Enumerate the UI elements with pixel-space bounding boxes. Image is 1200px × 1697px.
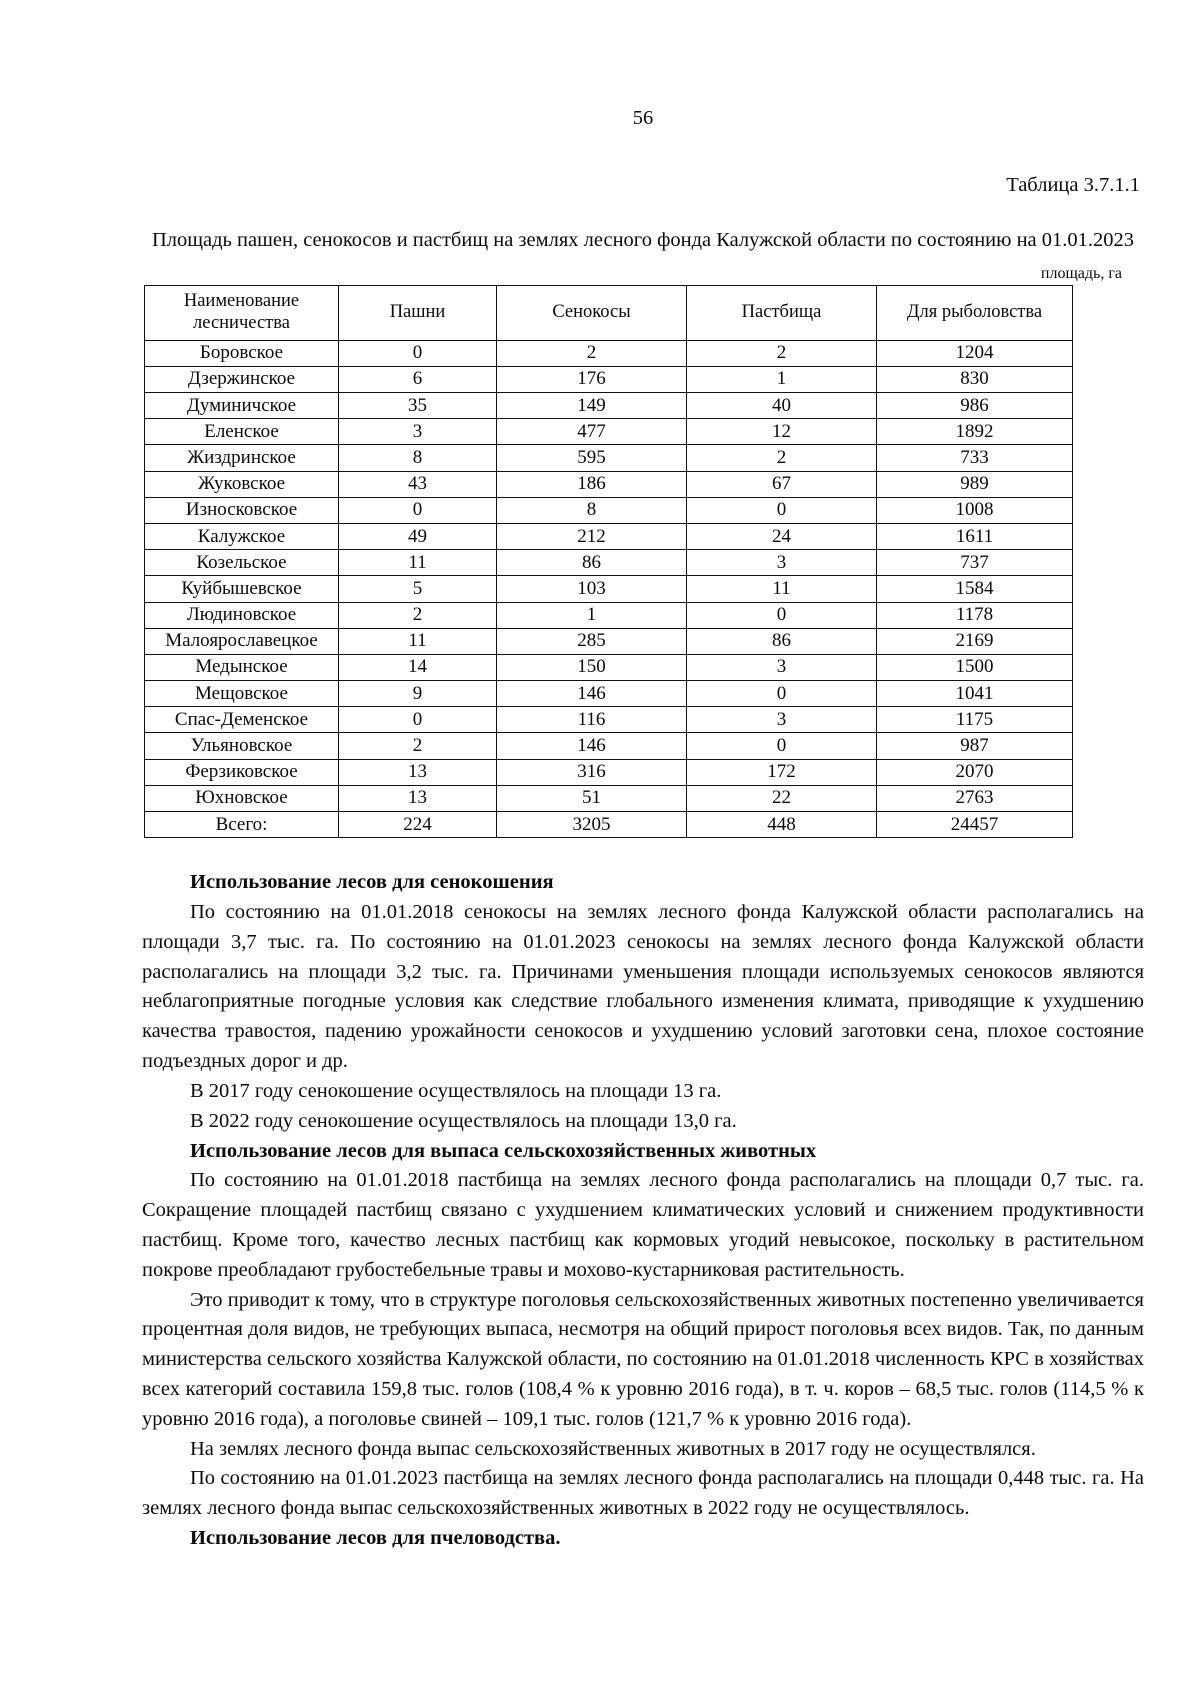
cell-fishing: 987 [877,733,1073,759]
cell-fishing: 986 [877,393,1073,419]
cell-arable: 9 [339,681,497,707]
cell-hayfields: 186 [497,471,687,497]
cell-name: Износковское [145,497,339,523]
table-number-label: Таблица 3.7.1.1 [1006,173,1140,196]
table-row [145,654,1073,680]
cell-name: Ферзиковское [145,759,339,785]
cell-hayfields: 1 [497,602,687,628]
cell-pastures: 11 [687,576,877,602]
cell-pastures: 2 [687,340,877,366]
cell-hayfields: 150 [497,654,687,680]
cell-fishing: 733 [877,445,1073,471]
cell-hayfields: 146 [497,733,687,759]
cell-hayfields: 103 [497,576,687,602]
cell-pastures: 172 [687,759,877,785]
cell-hayfields: 146 [497,681,687,707]
cell-fishing: 1175 [877,707,1073,733]
cell-arable: 2 [339,733,497,759]
cell-fishing: 1500 [877,654,1073,680]
table-row [145,812,1073,838]
cell-fishing: 1892 [877,419,1073,445]
cell-name: Людиновское [145,602,339,628]
cell-hayfields: 212 [497,523,687,549]
cell-fishing: 1041 [877,681,1073,707]
cell-name: Медынское [145,654,339,680]
cell-pastures: 22 [687,785,877,811]
cell-hayfields: 3205 [497,812,687,838]
cell-hayfields: 8 [497,497,687,523]
cell-fishing: 1204 [877,340,1073,366]
table-row [145,707,1073,733]
cell-arable: 3 [339,419,497,445]
heading-grazing: Использование лесов для выпаса сельскохозяйственных животных [190,1139,817,1162]
cell-name: Ульяновское [145,733,339,759]
cell-arable: 11 [339,550,497,576]
cell-arable: 8 [339,445,497,471]
cell-hayfields: 86 [497,550,687,576]
paragraph-haymaking-2022: В 2022 году сенокошение осуществлялось на площади 13,0 га. [190,1109,737,1132]
cell-hayfields: 176 [497,366,687,392]
table-header [145,285,1073,340]
table-title: Площадь пашен, сенокосов и пастбищ на землях лесного фонда Калужской области по состоянию на 01.01.2023 [151,229,1135,251]
cell-fishing: 1611 [877,523,1073,549]
cell-arable: 14 [339,654,497,680]
areas-table [144,285,1073,839]
table-row [145,419,1073,445]
cell-arable: 6 [339,366,497,392]
heading-beekeeping: Использование лесов для пчеловодства. [190,1527,561,1550]
cell-hayfields: 595 [497,445,687,471]
cell-name: Калужское [145,523,339,549]
table-header-row [145,285,1073,340]
paragraph-grazing-4: По состоянию на 01.01.2023 пастбища на землях лесного фонда располагались на площади 0,448 тыс. га. На землях лесного фонда выпас сельскохозяйственных животных в 2022 году не осуществлялось. [142,1467,1144,1520]
table-row [145,628,1073,654]
cell-fishing: 1178 [877,602,1073,628]
cell-fishing: 1008 [877,497,1073,523]
cell-hayfields: 2 [497,340,687,366]
cell-pastures: 0 [687,602,877,628]
cell-pastures: 86 [687,628,877,654]
cell-pastures: 3 [687,654,877,680]
paragraph-haymaking-2017: В 2017 году сенокошение осуществлялось на площади 13 га. [190,1079,722,1102]
paragraph-haymaking: По состоянию на 01.01.2018 сенокосы на землях лесного фонда Калужской области располагались на площади 3,7 тыс. га. По состоянию на 01.01.2023 сенокосы на землях лесного фонда Калужской области располагались на площади 3,2 тыс. га. Причинами уменьшения площади используемых сенокосов являются неблагоприятные погодные условия как следствие глобального изменения климата, приводящие к ухудшению качества травостоя, падению урожайности сенокосов и ухудшению условий заготовки сена, плохое состояние подъездных дорог и др. [142,901,1144,1073]
cell-name: Спас-Деменское [145,707,339,733]
cell-fishing: 2763 [877,785,1073,811]
cell-pastures: 40 [687,393,877,419]
cell-arable: 5 [339,576,497,602]
cell-fishing: 1584 [877,576,1073,602]
cell-fishing: 737 [877,550,1073,576]
table-row [145,576,1073,602]
cell-pastures: 3 [687,550,877,576]
cell-name: Мещовское [145,681,339,707]
column-header-name: Наименование лесничества [145,285,339,340]
cell-hayfields: 285 [497,628,687,654]
cell-name: Малоярославецкое [145,628,339,654]
cell-pastures: 24 [687,523,877,549]
cell-name: Еленское [145,419,339,445]
column-header-fishing: Для рыболовства [877,285,1073,340]
table-row [145,602,1073,628]
table-units-label: площадь, га [1040,264,1122,282]
cell-fishing: 989 [877,471,1073,497]
cell-fishing: 830 [877,366,1073,392]
cell-hayfields: 477 [497,419,687,445]
paragraph-grazing-3: На землях лесного фонда выпас сельскохозяйственных животных в 2017 году не осуществлялся. [190,1437,1036,1460]
cell-name: Куйбышевское [145,576,339,602]
cell-arable: 2 [339,602,497,628]
cell-pastures: 67 [687,471,877,497]
cell-arable: 35 [339,393,497,419]
table-row [145,366,1073,392]
cell-arable: 0 [339,340,497,366]
table-row [145,681,1073,707]
cell-fishing: 24457 [877,812,1073,838]
cell-name: Козельское [145,550,339,576]
cell-name: Жуковское [145,471,339,497]
cell-name: Юхновское [145,785,339,811]
cell-hayfields: 51 [497,785,687,811]
cell-name: Жиздринское [145,445,339,471]
paragraph-grazing-1: По состоянию на 01.01.2018 пастбища на землях лесного фонда располагались на площади 0,7 тыс. га. Сокращение площадей пастбищ связано с ухудшением климатических условий и снижением продуктивности пастбищ. Кроме того, качество лесных пастбищ как кормовых угодий невысокое, поскольку в растительном покрове преобладают грубостебельные травы и мохово-кустарниковая растительность. [142,1169,1144,1281]
table-row [145,759,1073,785]
cell-pastures: 0 [687,497,877,523]
table-row [145,445,1073,471]
cell-arable: 0 [339,497,497,523]
cell-arable: 0 [339,707,497,733]
cell-pastures: 448 [687,812,877,838]
table-row [145,340,1073,366]
table-row [145,471,1073,497]
page-content [142,0,1144,1554]
cell-hayfields: 116 [497,707,687,733]
body-text [142,868,1144,1554]
table-row [145,497,1073,523]
cell-pastures: 1 [687,366,877,392]
cell-arable: 49 [339,523,497,549]
cell-fishing: 2070 [877,759,1073,785]
page-number: 56 [632,107,654,129]
cell-name: Боровское [145,340,339,366]
paragraph-grazing-2: Это приводит к тому, что в структуре поголовья сельскохозяйственных животных постепенно увеличивается процентная доля видов, не требующих выпаса, несмотря на общий прирост поголовья всех видов. Так, по данным министерства сельского хозяйства Калужской области, по состоянию на 01.01.2018 численность КРС в хозяйствах всех категорий составила 159,8 тыс. голов (108,4 % к уровню 2016 года), в т. ч. коров – 68,5 тыс. голов (114,5 % к уровню 2016 года), а поголовье свиней – 109,1 тыс. голов (121,7 % к уровню 2016 года). [142,1288,1144,1430]
cell-pastures: 2 [687,445,877,471]
cell-arable: 11 [339,628,497,654]
column-header-pastures: Пастбища [687,285,877,340]
table-row [145,550,1073,576]
cell-arable: 13 [339,785,497,811]
table-row [145,523,1073,549]
cell-name: Всего: [145,812,339,838]
cell-hayfields: 316 [497,759,687,785]
table-row [145,393,1073,419]
cell-pastures: 0 [687,681,877,707]
heading-haymaking: Использование лесов для сенокошения [190,871,554,894]
cell-fishing: 2169 [877,628,1073,654]
cell-arable: 43 [339,471,497,497]
column-header-hayfields: Сенокосы [497,285,687,340]
cell-arable: 224 [339,812,497,838]
table-row [145,733,1073,759]
cell-pastures: 3 [687,707,877,733]
table-body [145,340,1073,838]
column-header-arable: Пашни [339,285,497,340]
cell-arable: 13 [339,759,497,785]
table-row [145,785,1073,811]
cell-name: Дзержинское [145,366,339,392]
cell-pastures: 0 [687,733,877,759]
cell-hayfields: 149 [497,393,687,419]
cell-name: Думиничское [145,393,339,419]
cell-pastures: 12 [687,419,877,445]
